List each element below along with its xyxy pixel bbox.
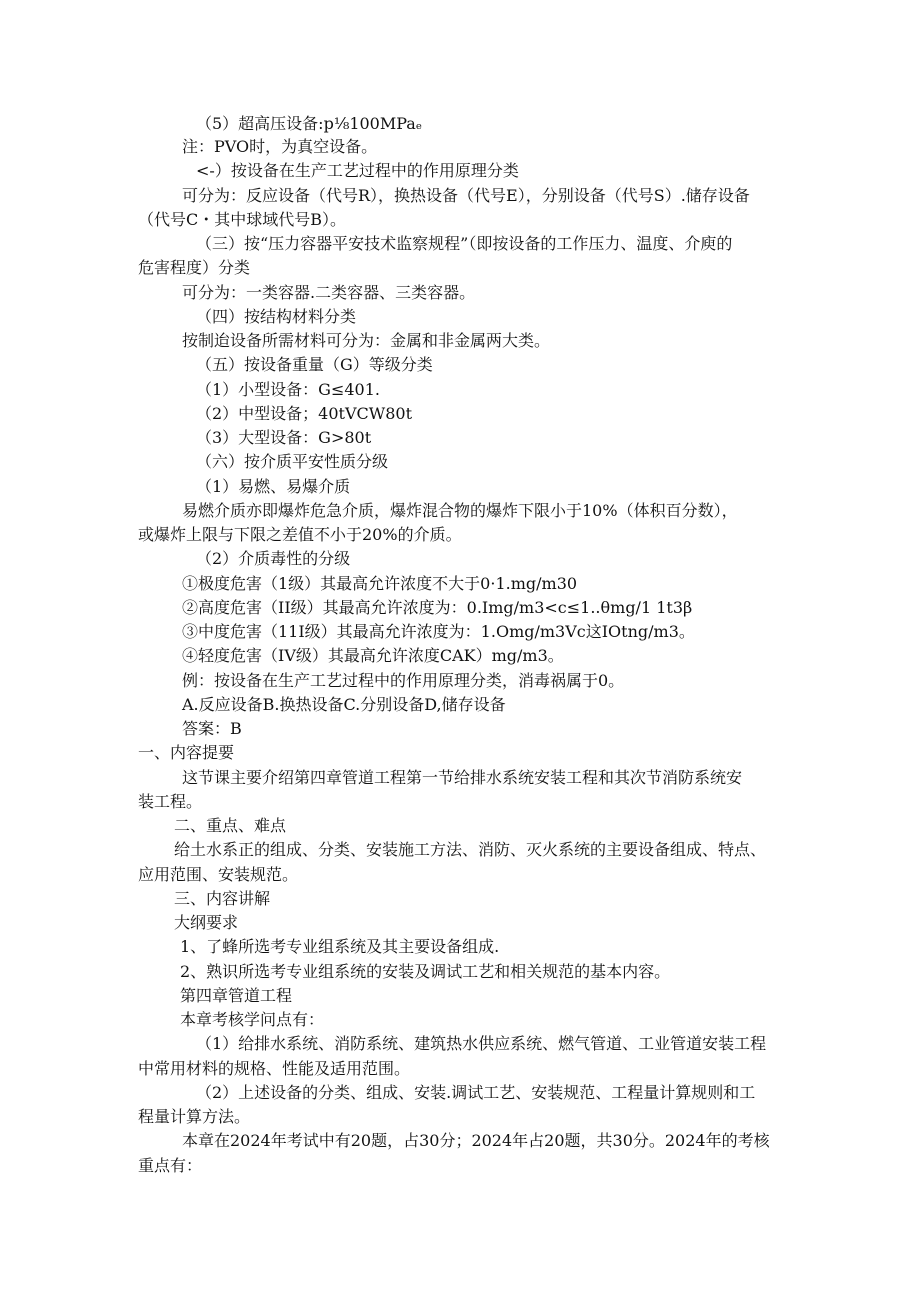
text-line: 程量计算方法。 — [138, 1107, 251, 1126]
text-line: （四）按结构材料分类 — [196, 307, 357, 326]
text-line: （1）小型设备：G≤401. — [196, 380, 380, 399]
text-line: 按制迨设备所需材料可分为：金属和非金属两大类。 — [182, 331, 551, 350]
text-line: ④轻度危害（IV级）其最高允许浓度CAK）mg/m3。 — [182, 646, 564, 665]
text-line: （三）按“压力容器平安技术监察规程”（即按设备的工作压力、温度、介庾的 — [196, 234, 733, 253]
text-line: （六）按介质平安性质分级 — [196, 452, 389, 471]
text-line: 可分为：一类容器.二类容器、三类容器。 — [182, 283, 476, 302]
section-heading: 二、重点、难点 — [174, 816, 287, 835]
text-line: ①极度危害（1级）其最高允许浓度不大于0·1.mg∕m30 — [182, 574, 578, 593]
text-line: 可分为：反应设备（代号R），换热设备（代号E），分别设备（代号S）.储存设备 — [182, 186, 750, 205]
text-line: （2）上述设备的分类、组成、安装.调试工艺、安装规范、工程量计算规则和工 — [196, 1083, 756, 1102]
text-line: （5）超高压设备:p⅛100MPaₑ — [196, 114, 423, 133]
section-heading: 一、内容提要 — [138, 743, 235, 762]
text-line: <-）按设备在生产工艺过程中的作用原理分类 — [196, 161, 519, 180]
text-line: ②高度危害（II级）其最高允许浓度为：0.Img∕m3<c≤1..θmg∕1 1t3β — [182, 598, 693, 617]
text-line: 装工程。 — [138, 792, 203, 811]
text-line: 给土水系正的组成、分类、安装施工方法、消防、灭火系统的主要设备组成、特点、 — [174, 840, 767, 859]
text-line: 答案：B — [182, 719, 242, 738]
text-line: 1、了蜂所选考专业组系统及其主要设备组成. — [180, 937, 500, 956]
text-line: 重点有： — [138, 1156, 203, 1175]
text-line: （代号C・其中球域代号B）。 — [138, 210, 347, 229]
text-line: 应用范围、安装规范。 — [138, 865, 299, 884]
text-line: 中常用材料的规格、性能及适用范围。 — [138, 1059, 411, 1078]
text-line: 易燃介质亦即爆炸危急介质，爆炸混合物的爆炸下限小于10%（体积百分数）， — [182, 501, 738, 520]
text-line: 注：PVO时，为真空设备。 — [182, 137, 378, 156]
text-line: 本章在2024年考试中有20题，占30分；2024年占20题，共30分。2024年的考核 — [182, 1131, 770, 1150]
text-line: 本章考核学问点有： — [180, 1010, 325, 1029]
text-line: 2、熟识所选考专业组系统的安装及调试工艺和相关规范的基本内容。 — [180, 962, 671, 981]
text-line: （2）中型设备；40tVCW80t — [196, 404, 413, 423]
text-line: 危害程度）分类 — [138, 258, 251, 277]
text-line: 大纲要求 — [174, 913, 239, 932]
text-line: 第四章管道工程 — [180, 986, 293, 1005]
text-line: （3）大型设备：G>80t — [196, 428, 372, 447]
text-line: 这节课主要介绍第四章管道工程第一节给排水系统安装工程和其次节消防系统安 — [182, 768, 743, 787]
text-line: 或爆炸上限与下限之差值不小于20%的介质。 — [138, 525, 462, 544]
text-line: A.反应设备B.换热设备C.分别设备D,储存设备 — [182, 695, 506, 714]
text-line: （1）易燃、易爆介质 — [196, 477, 351, 496]
section-heading: 三、内容讲解 — [174, 889, 271, 908]
text-line: （五）按设备重量（G）等级分类 — [196, 355, 433, 374]
text-line: 例：按设备在生产工艺过程中的作用原理分类，消毒祸属于0。 — [182, 671, 625, 690]
text-line: （2）介质毒性的分级 — [196, 549, 351, 568]
text-line: （1）给排水系统、消防系统、建筑热水供应系统、燃气管道、工业管道安装工程 — [196, 1034, 767, 1053]
text-line: ③中度危害（11I级）其最高允许浓度为：1.Omg∕m3Vc这IOtng∕m3。 — [182, 622, 695, 641]
